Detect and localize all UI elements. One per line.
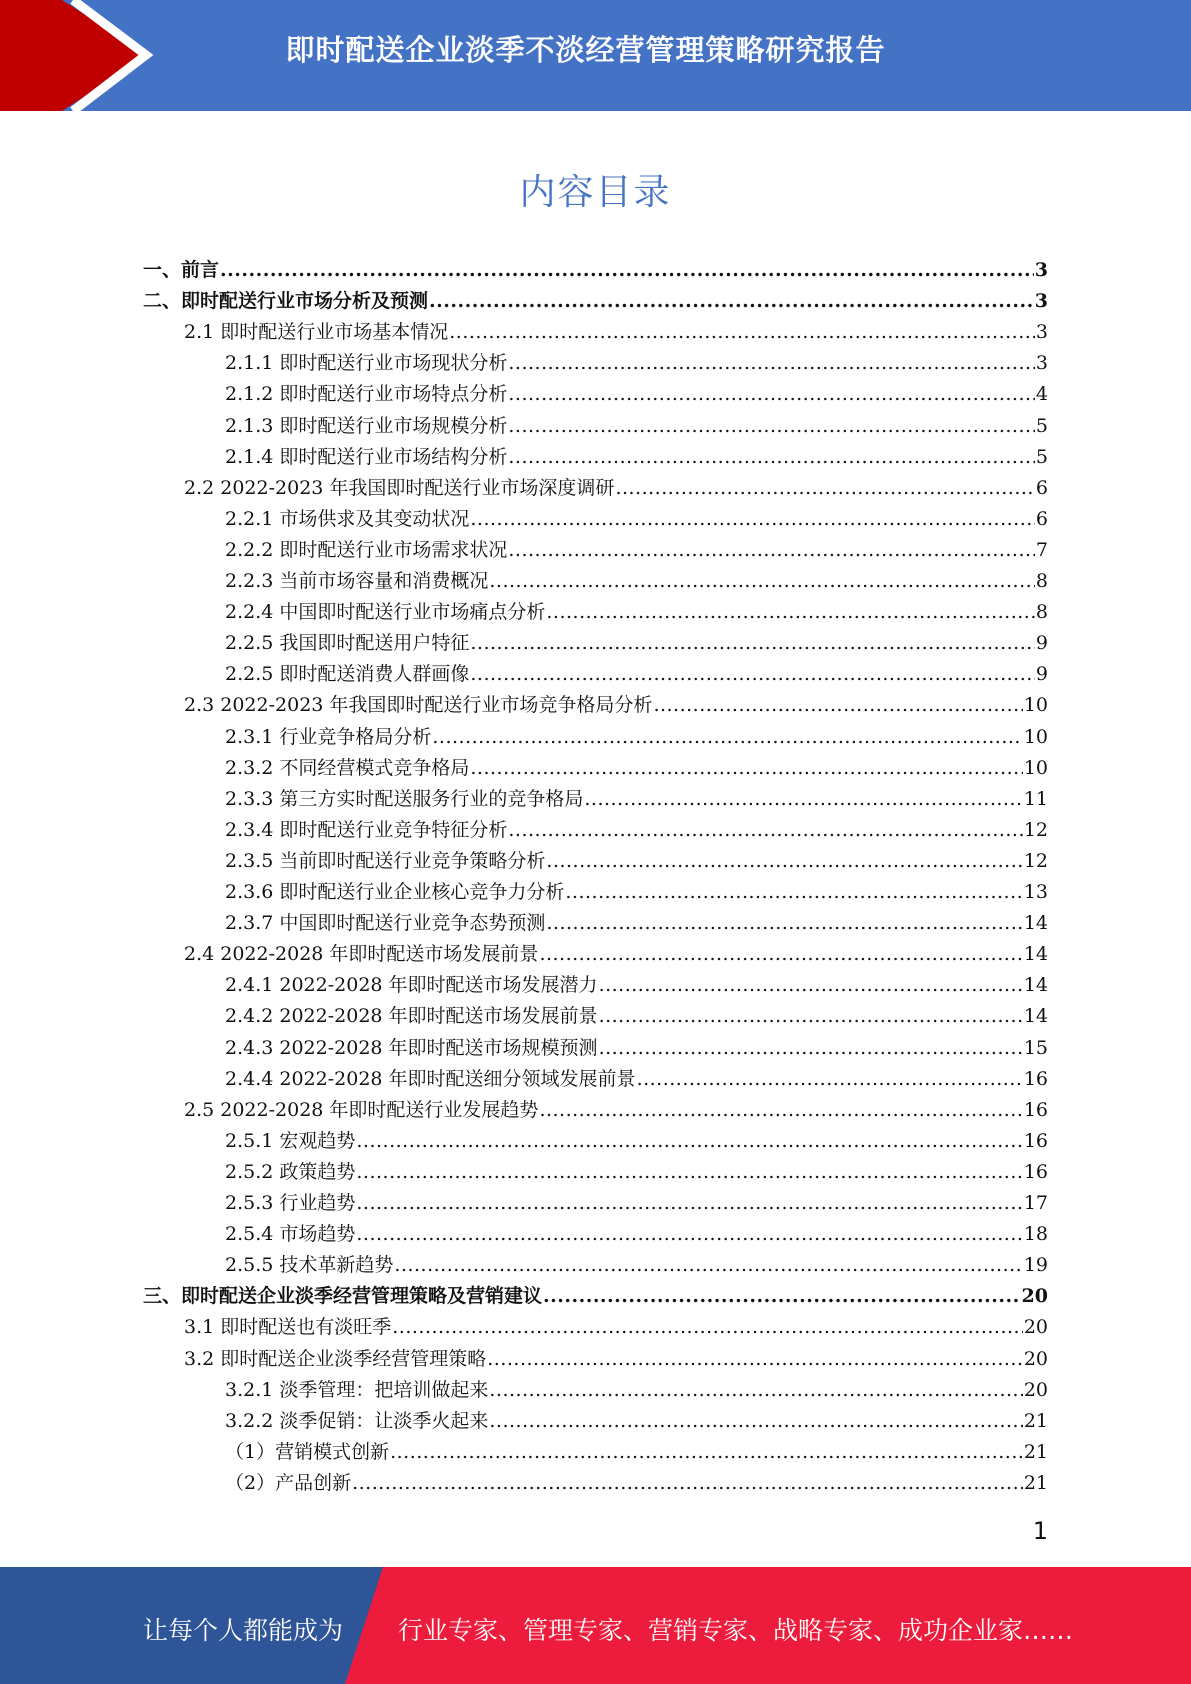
toc-entry[interactable]	[225, 1064, 1048, 1095]
toc-entry[interactable]	[143, 286, 1048, 317]
toc-entry[interactable]	[184, 1095, 1048, 1126]
toc-entry-title: 2.2.3 当前市场容量和消费概况	[225, 570, 489, 592]
toc-entry-title: 2.1.2 即时配送行业市场特点分析	[225, 383, 508, 406]
toc-entry-title: 2.4 2022-2028 年即时配送市场发展前景	[184, 943, 539, 966]
toc-entry-page: 16	[1023, 1067, 1048, 1090]
toc-dot-leader	[489, 1375, 1022, 1406]
toc-entry[interactable]	[225, 628, 1048, 659]
toc-entry-title: 2.4.1 2022-2028 年即时配送市场发展潜力	[225, 974, 598, 997]
toc-entry-page: 13	[1023, 881, 1048, 903]
toc-entry-title: 2.1 即时配送行业市场基本情况	[184, 321, 449, 344]
toc-dot-leader	[489, 1406, 1022, 1437]
toc-entry-page: 12	[1023, 849, 1048, 872]
toc-entry-title: 2.3.1 行业竞争格局分析	[225, 725, 432, 748]
toc-entry-title: 2.4.4 2022-2028 年即时配送细分领域发展前景	[225, 1067, 636, 1090]
footer-slogan-right: 行业专家、管理专家、营销专家、战略专家、成功企业家……	[398, 1616, 1074, 1645]
toc-entry[interactable]	[225, 1406, 1048, 1437]
toc-entry-title: 2.2.1 市场供求及其变动状况	[225, 507, 470, 530]
toc-entry-title: 2.2.2 即时配送行业市场需求状况	[225, 538, 508, 561]
toc-entry[interactable]	[184, 690, 1048, 721]
toc-dot-leader	[356, 1126, 1022, 1157]
toc-entry-page: 14	[1023, 1005, 1048, 1028]
toc-entry-page: 20	[1023, 1378, 1048, 1401]
toc-dot-leader	[470, 504, 1035, 535]
toc-dot-leader	[653, 690, 1022, 721]
toc-entry-page: 21	[1023, 1440, 1048, 1463]
toc-entry-page: 16	[1023, 1098, 1048, 1121]
toc-entry-page: 19	[1023, 1254, 1048, 1277]
toc-entry-page: 14	[1023, 974, 1048, 997]
toc-entry-title: 2.3.6 即时配送行业企业核心竞争力分析	[225, 881, 565, 903]
toc-entry[interactable]	[225, 1219, 1048, 1250]
toc-entry-page: 14	[1023, 943, 1048, 966]
toc-dot-leader	[470, 628, 1035, 659]
toc-dot-leader	[489, 566, 1035, 597]
toc-entry[interactable]	[225, 1250, 1048, 1281]
toc-entry-page: 3	[1035, 352, 1048, 375]
header-banner	[0, 0, 1191, 111]
toc-entry[interactable]	[184, 317, 1048, 348]
toc-dot-leader	[508, 379, 1035, 410]
toc-dot-leader	[599, 1001, 1023, 1032]
toc-dot-leader	[508, 815, 1022, 846]
toc-dot-leader	[539, 939, 1022, 970]
toc-entry[interactable]	[225, 1001, 1048, 1032]
toc-entry-page: 14	[1023, 912, 1048, 935]
toc-entry-page: 16	[1023, 1160, 1048, 1183]
toc-entry-page: 15	[1023, 1036, 1048, 1059]
toc-entry-title: 2.3.7 中国即时配送行业竞争态势预测	[225, 912, 546, 935]
toc-entry-title: 2.4.2 2022-2028 年即时配送市场发展前景	[225, 1005, 598, 1028]
page-number: 1	[1032, 1517, 1048, 1545]
toc-entry-page: 3	[1034, 259, 1048, 281]
toc-entry[interactable]	[225, 877, 1048, 908]
toc-entry-title: 2.5.4 市场趋势	[225, 1223, 356, 1246]
toc-entry-title: （2）产品创新	[225, 1471, 352, 1494]
toc-entry[interactable]	[143, 255, 1048, 286]
toc-entry-title: 2.5 2022-2028 年即时配送行业发展趋势	[184, 1098, 539, 1121]
toc-entry-page: 21	[1023, 1471, 1048, 1494]
toc-entry-page: 3	[1034, 290, 1048, 313]
toc-entry-page: 20	[1023, 1316, 1048, 1339]
toc-dot-leader	[429, 286, 1034, 317]
toc-entry-page: 16	[1023, 1129, 1048, 1152]
toc-entry[interactable]	[225, 815, 1048, 846]
toc-dot-leader	[390, 1437, 1023, 1468]
toc-entry-title: 2.3.3 第三方实时配送服务行业的竞争格局	[225, 787, 584, 810]
toc-entry[interactable]	[225, 504, 1048, 535]
toc-entry-title: 2.2.5 即时配送消费人群画像	[225, 663, 470, 686]
toc-entry-title: （1）营销模式创新	[225, 1440, 390, 1463]
toc-entry[interactable]	[225, 379, 1048, 410]
toc-entry[interactable]	[225, 659, 1048, 690]
toc-entry[interactable]	[225, 1033, 1048, 1064]
toc-dot-leader	[615, 473, 1034, 504]
toc-dot-leader	[508, 535, 1035, 566]
toc-dot-leader	[394, 1250, 1022, 1281]
toc-entry[interactable]	[225, 908, 1048, 939]
toc-dot-leader	[637, 1064, 1023, 1095]
toc-entry-page: 17	[1023, 1192, 1048, 1214]
toc-entry-page: 6	[1035, 507, 1048, 530]
toc-dot-leader	[539, 1095, 1022, 1126]
toc-entry-page: 20	[1021, 1285, 1048, 1308]
toc-entry-page: 18	[1023, 1223, 1048, 1246]
toc-entry-title: 2.5.1 宏观趋势	[225, 1129, 356, 1152]
toc-dot-leader	[356, 1188, 1022, 1219]
toc-entry-title: 2.4.3 2022-2028 年即时配送市场规模预测	[225, 1036, 598, 1059]
toc-entry-page: 4	[1035, 383, 1048, 406]
toc-entry-page: 12	[1023, 818, 1048, 841]
toc-entry-page: 10	[1023, 725, 1048, 748]
toc-entry-title: 三、即时配送企业淡季经营管理策略及营销建议	[143, 1285, 543, 1308]
toc-entry-page: 5	[1035, 445, 1048, 468]
toc-entry-page: 5	[1035, 414, 1048, 437]
report-title: 即时配送企业淡季不淡经营管理策略研究报告	[285, 33, 886, 67]
toc-entry-title: 2.3 2022-2023 年我国即时配送行业市场竞争格局分析	[184, 694, 653, 717]
toc-heading: 内容目录	[519, 172, 672, 213]
toc-dot-leader	[543, 1281, 1021, 1312]
toc-entry-page: 3	[1035, 321, 1048, 344]
toc-dot-leader	[546, 908, 1022, 939]
toc-entry[interactable]	[225, 846, 1048, 877]
toc-entry[interactable]	[184, 939, 1048, 970]
toc-entry[interactable]	[225, 535, 1048, 566]
footer-banner	[0, 1567, 1191, 1684]
toc-entry[interactable]	[225, 442, 1048, 473]
toc-dot-leader	[470, 753, 1022, 784]
toc-entry[interactable]	[225, 784, 1048, 815]
toc-entry-page: 11	[1023, 787, 1048, 810]
toc-entry-title: 二、即时配送行业市场分析及预测	[143, 290, 429, 313]
toc-dot-leader	[584, 784, 1022, 815]
toc-entry-page: 9	[1035, 663, 1048, 686]
toc-dot-leader	[449, 317, 1035, 348]
toc-entry-title: 2.3.4 即时配送行业竞争特征分析	[225, 818, 508, 841]
toc-entry-page: 21	[1023, 1409, 1048, 1432]
toc-entry-page: 8	[1035, 601, 1048, 624]
toc-entry-title: 2.2.5 我国即时配送用户特征	[225, 632, 470, 655]
toc-entry-page: 9	[1035, 632, 1048, 655]
toc-entry[interactable]	[225, 411, 1048, 442]
toc-dot-leader	[546, 846, 1022, 877]
toc-entry[interactable]	[225, 597, 1048, 628]
toc-entry[interactable]	[225, 722, 1048, 753]
toc-entry-title: 2.5.2 政策趋势	[225, 1160, 356, 1183]
toc-dot-leader	[392, 1312, 1023, 1343]
toc-entry-title: 2.5.5 技术革新趋势	[225, 1254, 394, 1277]
toc-dot-leader	[508, 411, 1035, 442]
toc-entry[interactable]	[184, 473, 1048, 504]
toc-entry-title: 一、前言	[143, 259, 220, 281]
toc-entry-title: 2.3.5 当前即时配送行业竞争策略分析	[225, 849, 546, 872]
toc-entry-title: 2.1.4 即时配送行业市场结构分析	[225, 445, 508, 468]
toc-entry-title: 2.1.3 即时配送行业市场规模分析	[225, 414, 508, 437]
toc-entry-page: 10	[1023, 756, 1048, 779]
toc-dot-leader	[432, 722, 1022, 753]
toc-dot-leader	[356, 1157, 1022, 1188]
toc-entry-title: 2.3.2 不同经营模式竞争格局	[225, 756, 470, 779]
toc-dot-leader	[220, 255, 1034, 286]
toc-entry[interactable]	[225, 753, 1048, 784]
toc-entry-page: 10	[1023, 694, 1048, 717]
toc-entry-page: 20	[1023, 1347, 1048, 1370]
toc-entry-title: 3.1 即时配送也有淡旺季	[184, 1316, 392, 1339]
toc-dot-leader	[508, 442, 1035, 473]
toc-entry[interactable]	[225, 1126, 1048, 1157]
toc-dot-leader	[599, 1033, 1023, 1064]
toc-dot-leader	[546, 597, 1035, 628]
toc-entry-title: 3.2.1 淡季管理：把培训做起来	[225, 1378, 489, 1401]
toc-entry[interactable]	[225, 1188, 1048, 1219]
toc-entry-title: 3.2.2 淡季促销：让淡季火起来	[225, 1409, 489, 1432]
toc-entry-title: 3.2 即时配送企业淡季经营管理策略	[184, 1347, 487, 1370]
toc-entry-page: 7	[1035, 538, 1048, 561]
toc-entry-title: 2.2 2022-2023 年我国即时配送行业市场深度调研	[184, 476, 615, 499]
footer-slogan-left: 让每个人都能成为	[143, 1616, 344, 1645]
toc-entry-title: 2.5.3 行业趋势	[225, 1192, 356, 1214]
toc-entry[interactable]	[225, 1157, 1048, 1188]
toc-entry-page: 8	[1035, 570, 1048, 592]
toc-entry[interactable]	[184, 1312, 1048, 1343]
toc-dot-leader	[356, 1219, 1022, 1250]
toc-dot-leader	[470, 659, 1035, 690]
toc-dot-leader	[508, 348, 1035, 379]
toc-entry[interactable]	[225, 1468, 1048, 1499]
toc-entry[interactable]	[225, 348, 1048, 379]
toc-entry-title: 2.2.4 中国即时配送行业市场痛点分析	[225, 601, 546, 624]
toc-entry[interactable]	[225, 970, 1048, 1001]
toc-dot-leader	[352, 1468, 1023, 1499]
toc-entry[interactable]	[225, 1437, 1048, 1468]
toc-entry[interactable]	[225, 566, 1048, 597]
toc-entry[interactable]	[143, 1281, 1048, 1312]
toc-entry-title: 2.1.1 即时配送行业市场现状分析	[225, 352, 508, 375]
toc-entry-page: 6	[1035, 476, 1048, 499]
toc-dot-leader	[599, 970, 1023, 1001]
toc-entry[interactable]	[184, 1344, 1048, 1375]
toc-dot-leader	[565, 877, 1022, 908]
toc-dot-leader	[487, 1344, 1023, 1375]
toc-entry[interactable]	[225, 1375, 1048, 1406]
